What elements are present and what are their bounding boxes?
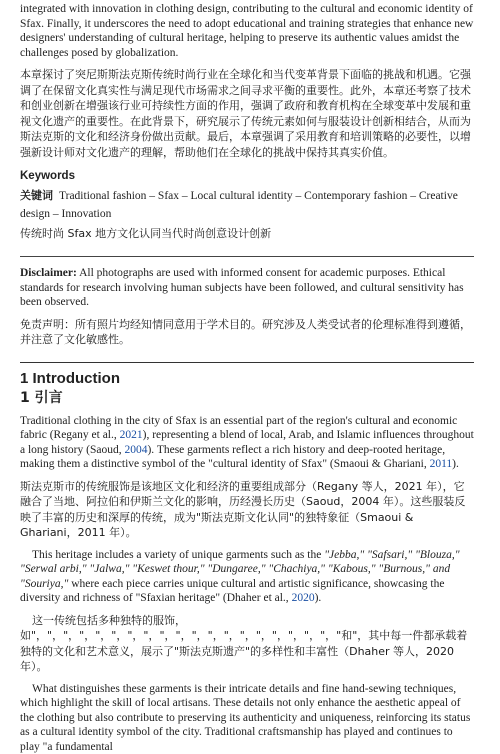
- abstract-en-tail: integrated with innovation in clothing design, contributing to the cultural and economic identity of Sfax. Finally, it underscores the need to adopt educational and training strategies that enhance new designers' understanding of cultural heritage, helping to preserve its authentic values amidst the challenges posed by globalization.: [20, 2, 474, 60]
- garment-list: "Jebba," "Safsari," "Blouza," "Serwal arbi," "Jalwa," "Keswet thour," "Dungaree," "Chachiya," "Kabous," "Burnous," and "Souriya,": [20, 549, 460, 590]
- body-paragraph-1-zh: 斯法克斯市的传统服饰是该地区文化和经济的重要组成部分（Regany 等人，2021 年），它融合了当地、阿拉伯和伊斯兰文化的影响，历经漫长历史（Saoud，2004 年）。这些服装反映了丰富的历史和深厚的传统，成为"斯法克斯文化认同"的独特象征（Smaoui & Ghariani，2011 年）。: [20, 479, 474, 541]
- p1-text-b: ), representing a blend of local, Arab, and Islamic influences throughout a long history (Saoud,: [20, 429, 474, 456]
- p2-text-a: This heritage includes a variety of unique garments such as the: [32, 549, 324, 561]
- divider: [20, 256, 474, 257]
- disclaimer-en-text: All photographs are used with informed consent for academic purposes. Ethical standards for research involving human subjects have been followed, and cultural sensitivity has been observed.: [20, 267, 464, 308]
- body-paragraph-3-en: What distinguishes these garments is their intricate details and fine hand-sewing techniques, which highlight the skill of local artisans. These details not only enhance the aesthetic appeal of the clothing but also contribute to preserving its authenticity and uniqueness, reinforcing its status as a cultural identity symbol of the city. Traditional craftsmanship has played and continues to play "a fundamental: [20, 682, 474, 754]
- citation-link[interactable]: 2011: [430, 458, 453, 470]
- p2-text-b: where each piece carries unique cultural and artistic significance, showcasing the diversity and richness of "Sfaxian heritage" (Dhaher et al.,: [20, 578, 444, 605]
- disclaimer-zh: 免责声明：所有照片均经知情同意用于学术目的。研究涉及人类受试者的伦理标准得到遵循，并注意了文化敏感性。: [20, 317, 474, 348]
- section-divider: [20, 362, 474, 363]
- p1-text-d: ).: [452, 458, 459, 470]
- disclaimer-label: Disclaimer:: [20, 267, 77, 279]
- body-paragraph-2-zh: 这一传统包括多种独特的服饰，如"，"，"，"，"，"，"，"，"，"，"，"，"，"，"，"，"，"，"，"和"，其中每一件都承载着独特的文化和艺术意义，展示了"斯法克斯遗产"的多样性和丰富性（Dhaher 等人，2020 年）。: [20, 613, 474, 675]
- abstract-zh: 本章探讨了突尼斯斯法克斯传统时尚行业在全球化和当代变革背景下面临的挑战和机遇。它强调了在保留文化真实性与满足现代市场需求之间寻求平衡的重要性。此外，本章还考察了技术和创业创新在增强该行业可持续性方面的作用，强调了政府和教育机构在全球变革中发展和重视文化遗产的重要性。在此背景下，研究展示了传统元素如何与服装设计创新相结合，从而为斯法克斯的文化和经济身份做出贡献。最后，本章强调了采用教育和培训策略的必要性，以增强新设计师对文化遗产的理解，帮助他们在全球化的挑战中保持其真实价值。: [20, 67, 474, 160]
- citation-link[interactable]: 2004: [124, 444, 147, 456]
- keywords-en: [20, 187, 474, 223]
- section-title-zh: 1 引言: [20, 389, 474, 408]
- disclaimer-en: [20, 266, 474, 310]
- keywords-zh: 传统时尚 Sfax 地方文化认同当代时尚创意设计创新: [20, 225, 474, 243]
- keywords-en-text: Traditional fashion – Sfax – Local cultural identity – Contemporary fashion – Creative design – Innovation: [20, 190, 458, 220]
- section-title-en: 1 Introduction: [20, 369, 474, 389]
- keywords-label-zh: 关键词: [20, 189, 53, 202]
- citation-link[interactable]: 2020: [292, 592, 315, 604]
- keywords-heading: Keywords: [20, 170, 474, 182]
- p1-text-a: Traditional clothing in the city of Sfax is an essential part of the region's cultural and economic fabric (Regany et al.,: [20, 415, 457, 442]
- citation-link[interactable]: 2021: [120, 429, 143, 441]
- p2-text-c: ).: [315, 592, 322, 604]
- body-paragraph-1-en: [20, 414, 474, 472]
- body-paragraph-2-en: [20, 548, 474, 606]
- p1-text-c: ). These garments reflect a rich history and deep-rooted heritage, making them a distinctive symbol of the "cultural identity of Sfax" (Smaoui & Ghariani,: [20, 444, 445, 471]
